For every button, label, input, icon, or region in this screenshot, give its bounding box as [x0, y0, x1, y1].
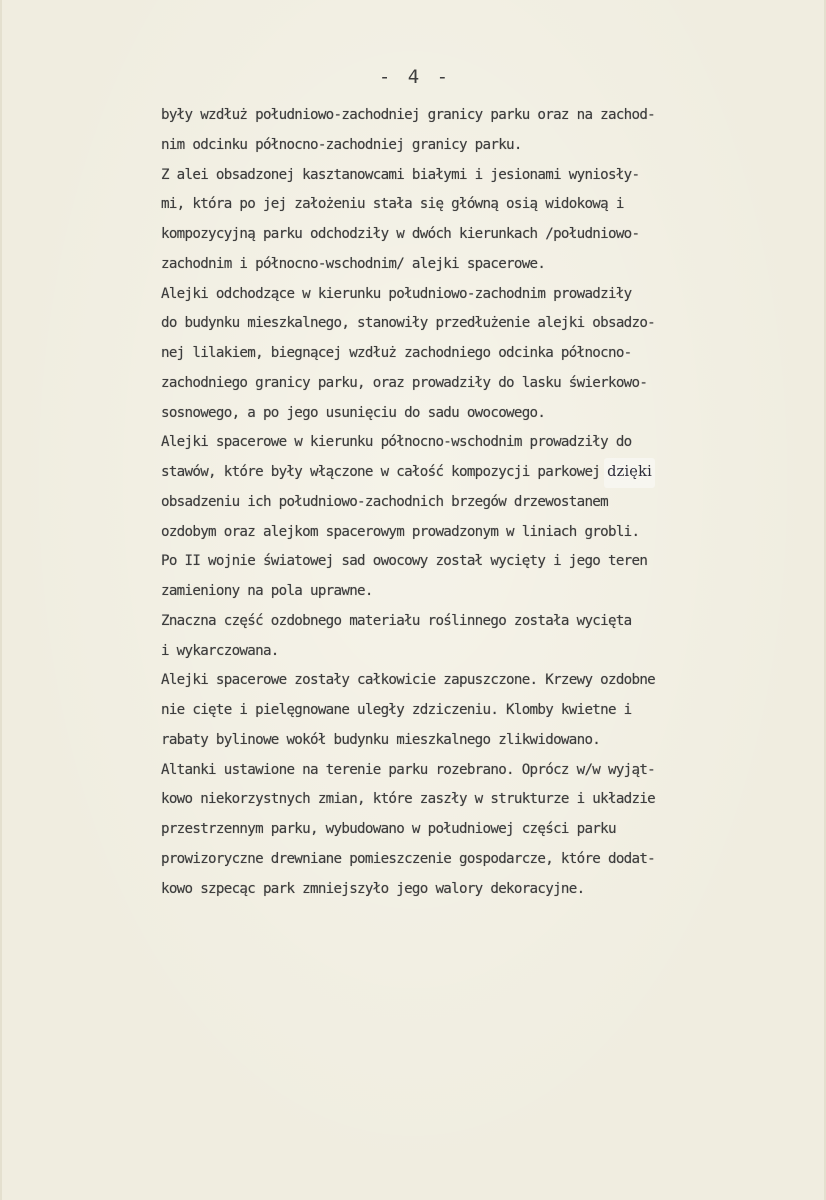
- text-line: zachodnim i północno-wschodnim/ alejki spacerowe.: [161, 255, 546, 272]
- text-line: kowo niekorzystnych zmian, które zaszły w strukturze i układzie: [161, 791, 656, 808]
- text-line: nej lilakiem, biegnącej wzdłuż zachodniego odcinka północno-: [161, 345, 632, 361]
- text-line: były wzdłuż południowo-zachodniej granicy parku oraz na zachod-: [161, 107, 656, 123]
- handwritten-insert: dzięki: [604, 458, 655, 488]
- text-line: Alejki spacerowe zostały całkowicie zapuszczone. Krzewy ozdobne: [161, 672, 656, 689]
- text-line: Altanki ustawione na terenie parku rozebrano. Oprócz w/w wyjąt-: [161, 761, 656, 778]
- text-line: nim odcinku północno-zachodniej granicy parku.: [161, 136, 522, 153]
- text-line: zamieniony na pola uprawne.: [161, 583, 373, 599]
- text-line: Alejki odchodzące w kierunku południowo-zachodnim prowadziły: [161, 285, 632, 302]
- text-line: rabaty bylinowe wokół budynku mieszkalnego zlikwidowano.: [161, 731, 601, 748]
- text-line: ozdobym oraz alejkom spacerowym prowadzonym w liniach grobli.: [161, 523, 640, 540]
- text-line: Z alei obsadzonej kasztanowcami białymi i jesionami wyniosły-: [161, 166, 640, 183]
- page-number: - 4 -: [378, 66, 452, 88]
- text-line: mi, która po jej założeniu stała się główną osią widokową i: [161, 196, 624, 213]
- text-line: kowo szpecąc park zmniejszyło jego walory dekoracyjne.: [161, 880, 585, 897]
- text-line: obsadzeniu ich południowo-zachodnich brzegów drzewostanem: [161, 493, 608, 510]
- text-line: do budynku mieszkalnego, stanowiły przedłużenie alejki obsadzo-: [161, 315, 656, 332]
- text-line: zachodniego granicy parku, oraz prowadziły do lasku świerkowo-: [161, 374, 648, 391]
- text-line-with-insert: [161, 458, 821, 488]
- text-line: Alejki spacerowe w kierunku północno-wschodnim prowadziły do: [161, 434, 632, 451]
- text-line: kompozycyjną parku odchodziły w dwóch kierunkach /południowo-: [161, 226, 640, 242]
- text-line: prowizoryczne drewniane pomieszczenie gospodarcze, które dodat-: [161, 850, 656, 867]
- text-line: przestrzennym parku, wybudowano w południowej części parku: [161, 821, 616, 837]
- body-text: [161, 101, 821, 904]
- text-line: sosnowego, a po jego usunięciu do sadu owocowego.: [161, 404, 546, 421]
- text-line: Po II wojnie światowej sad owocowy został wycięty i jego teren: [161, 553, 648, 570]
- text-line: Znaczna część ozdobnego materiału roślinnego została wycięta: [161, 612, 632, 629]
- text-line: i wykarczowana.: [161, 642, 279, 659]
- text-line: nie cięte i pielęgnowane uległy zdziczeniu. Klomby kwietne i: [161, 702, 632, 718]
- text-line: stawów, które były włączone w całość kompozycji parkowej: [161, 464, 601, 480]
